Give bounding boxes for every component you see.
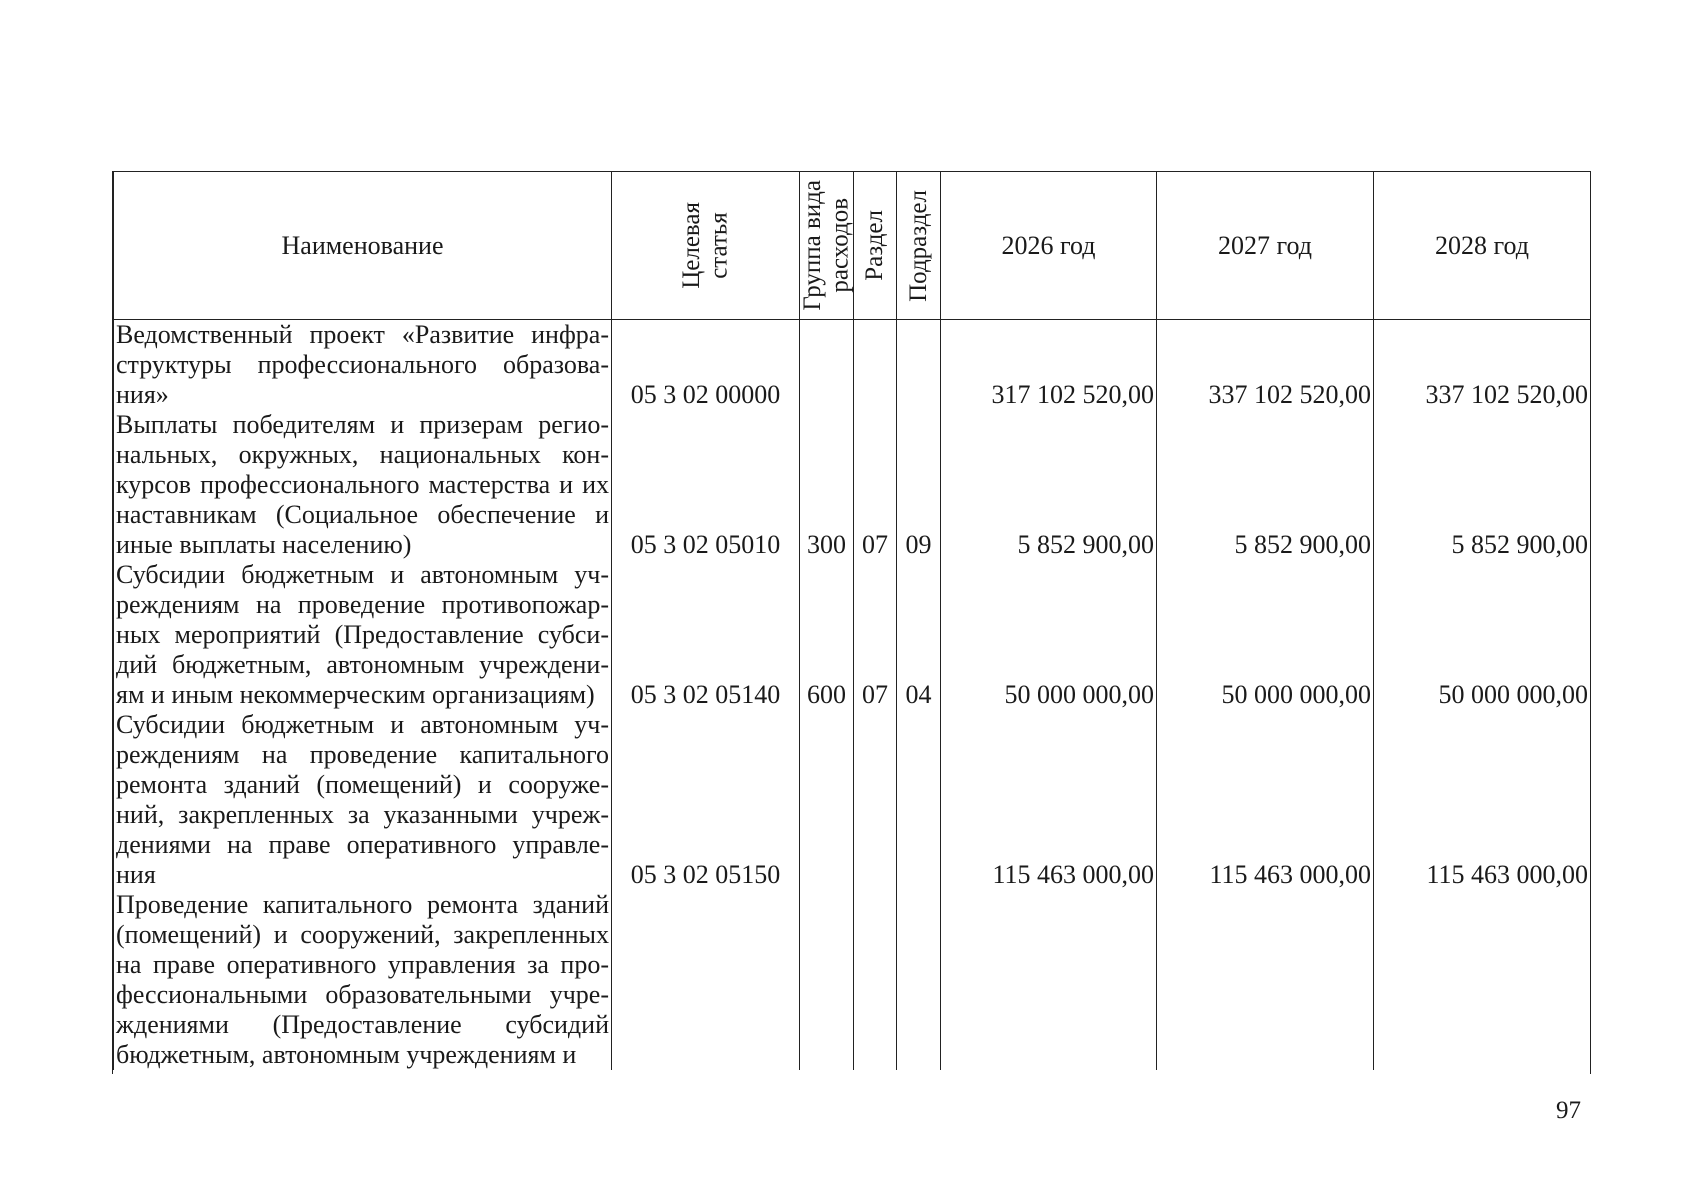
row-amount-2028: 50 000 000,00 (1438, 680, 1588, 709)
row-section-cell (854, 320, 897, 411)
row-amount-2028 (1374, 890, 1588, 1040)
row-amount-2028: 115 463 000,00 (1426, 860, 1588, 889)
row-expense-group-cell (800, 320, 854, 411)
row-amount-2028-cell (1374, 710, 1591, 890)
row-name-line: реждениям на проведение капитального (116, 740, 609, 769)
row-section (854, 890, 896, 1040)
row-amount-2027: 115 463 000,00 (1209, 860, 1371, 889)
row-name-line: иные выплаты населению) (116, 530, 412, 559)
row-target-article-cell (612, 890, 800, 1070)
row-name-line: на праве оперативного управления за про- (116, 950, 609, 979)
row-name (114, 710, 612, 890)
row-subsection (897, 320, 940, 380)
row-name (114, 320, 612, 411)
row-target-article: 05 3 02 05150 (630, 860, 781, 889)
row-name-line: Ведомственный проект «Развитие инфра- (116, 320, 609, 349)
row-section (854, 710, 896, 860)
row-amount-2027-cell (1157, 710, 1374, 890)
row-amount-2027-cell (1157, 410, 1374, 560)
header-target-article (612, 172, 800, 320)
row-amount-2028-cell (1374, 410, 1591, 560)
row-amount-2026-cell (941, 410, 1157, 560)
row-name-line: Выплаты победителям и призерам регио- (116, 410, 609, 439)
row-name-line: фессиональными образовательными учре- (116, 980, 609, 1009)
row-name-line: Субсидии бюджетным и автономным уч- (116, 710, 609, 739)
row-name (114, 560, 612, 710)
row-target-article (612, 890, 799, 1040)
row-expense-group-cell (800, 560, 854, 710)
row-name-line: ждениями (Предоставление субсидий (116, 1010, 609, 1039)
row-amount-2028-cell (1374, 560, 1591, 710)
row-subsection: 04 (905, 680, 932, 709)
header-name: Наименование (114, 172, 612, 320)
row-subsection-cell (897, 410, 941, 560)
budget-table (113, 172, 1591, 1070)
row-expense-group (800, 890, 853, 1040)
row-amount-2027: 5 852 900,00 (1234, 530, 1371, 559)
row-amount-2028-cell (1374, 890, 1591, 1070)
row-amount-2026-cell (941, 560, 1157, 710)
row-amount-2028: 5 852 900,00 (1451, 530, 1588, 559)
row-amount-2028: 337 102 520,00 (1425, 380, 1588, 409)
row-target-article-cell (612, 560, 800, 710)
row-amount-2027 (1157, 890, 1371, 1040)
row-name-line: структуры профессионального образова- (116, 350, 609, 379)
row-amount-2027-cell (1157, 890, 1374, 1070)
row-name-line: ния (116, 860, 156, 889)
row-amount-2026-cell (941, 320, 1157, 411)
row-name-line: ных мероприятий (Предоставление субси- (116, 620, 609, 649)
header-2027: 2027 год (1157, 172, 1374, 320)
header-2026: 2026 год (941, 172, 1157, 320)
row-target-article-cell (612, 710, 800, 890)
row-section-cell (854, 710, 897, 890)
row-amount-2027-cell (1157, 320, 1374, 411)
row-target-article: 05 3 02 05140 (630, 680, 781, 709)
header-section-label: Раздел (861, 210, 889, 281)
row-name-line: ям и иным некоммерческим организациям) (116, 680, 595, 709)
header-subsection-label: Подраздел (904, 189, 932, 302)
row-name-line: ний, закрепленных за указанными учреж- (116, 800, 609, 829)
row-amount-2026: 115 463 000,00 (992, 860, 1154, 889)
row-expense-group-cell (800, 410, 854, 560)
row-expense-group-cell (800, 890, 854, 1070)
row-section (854, 320, 896, 380)
row-name-line: реждениям на проведение противопожар- (116, 590, 609, 619)
header-expense-group (800, 172, 854, 320)
row-name-line: курсов профессионального мастерства и их (116, 470, 609, 499)
row-subsection (897, 710, 940, 860)
row-amount-2028-cell (1374, 320, 1591, 411)
row-name-line: ния» (116, 380, 169, 409)
table-body (114, 320, 1591, 1071)
row-amount-2026: 317 102 520,00 (991, 380, 1154, 409)
header-target-article-label: Целевая статья (678, 202, 733, 289)
header-expense-group-label: Группа вида расходов (799, 180, 854, 311)
row-name-line: Проведение капитального ремонта зданий (116, 890, 609, 919)
row-amount-2026: 50 000 000,00 (1004, 680, 1154, 709)
row-subsection: 09 (905, 530, 932, 559)
row-amount-2027: 50 000 000,00 (1221, 680, 1371, 709)
row-name (114, 890, 612, 1070)
row-subsection (897, 890, 940, 1040)
row-name-line: (помещений) и сооружений, закрепленных (116, 920, 609, 949)
row-expense-group (800, 710, 853, 860)
row-amount-2026-cell (941, 890, 1157, 1070)
table-row (114, 710, 1591, 890)
row-name-line: Субсидии бюджетным и автономным уч- (116, 560, 609, 589)
header-2028: 2028 год (1374, 172, 1591, 320)
row-amount-2026 (941, 890, 1154, 1040)
table-row (114, 320, 1591, 411)
row-target-article-cell (612, 410, 800, 560)
row-amount-2026: 5 852 900,00 (1017, 530, 1154, 559)
row-subsection-cell (897, 890, 941, 1070)
table-row (114, 890, 1591, 1070)
table-row (114, 410, 1591, 560)
header-section (854, 172, 897, 320)
row-expense-group (800, 320, 853, 380)
header-subsection (897, 172, 941, 320)
row-amount-2026-cell (941, 710, 1157, 890)
row-name-line: нальных, окружных, национальных кон- (116, 440, 609, 469)
row-target-article-cell (612, 320, 800, 411)
page-number: 97 (1556, 1097, 1581, 1124)
row-subsection-cell (897, 320, 941, 411)
row-amount-2027: 337 102 520,00 (1208, 380, 1371, 409)
row-expense-group: 600 (807, 680, 846, 709)
row-amount-2027-cell (1157, 560, 1374, 710)
row-name (114, 410, 612, 560)
row-name-line: ремонта зданий (помещений) и сооруже- (116, 770, 609, 799)
row-name-line: наставникам (Социальное обеспечение и (116, 500, 609, 529)
row-name-line: дениями на праве оперативного управле- (116, 830, 609, 859)
row-section-cell (854, 890, 897, 1070)
row-name-line: бюджетным, автономным учреждениям и (116, 1040, 577, 1069)
row-section: 07 (862, 680, 888, 709)
row-subsection-cell (897, 560, 941, 710)
row-expense-group: 300 (807, 530, 846, 559)
row-expense-group-cell (800, 710, 854, 890)
budget-table-frame (112, 171, 1591, 1074)
row-target-article: 05 3 02 00000 (630, 380, 781, 409)
row-section-cell (854, 560, 897, 710)
row-name-line: дий бюджетным, автономным учреждени- (116, 650, 609, 679)
table-header-row (114, 172, 1591, 320)
table-row (114, 560, 1591, 710)
row-subsection-cell (897, 710, 941, 890)
row-target-article: 05 3 02 05010 (630, 530, 781, 559)
row-section: 07 (862, 530, 888, 559)
row-section-cell (854, 410, 897, 560)
